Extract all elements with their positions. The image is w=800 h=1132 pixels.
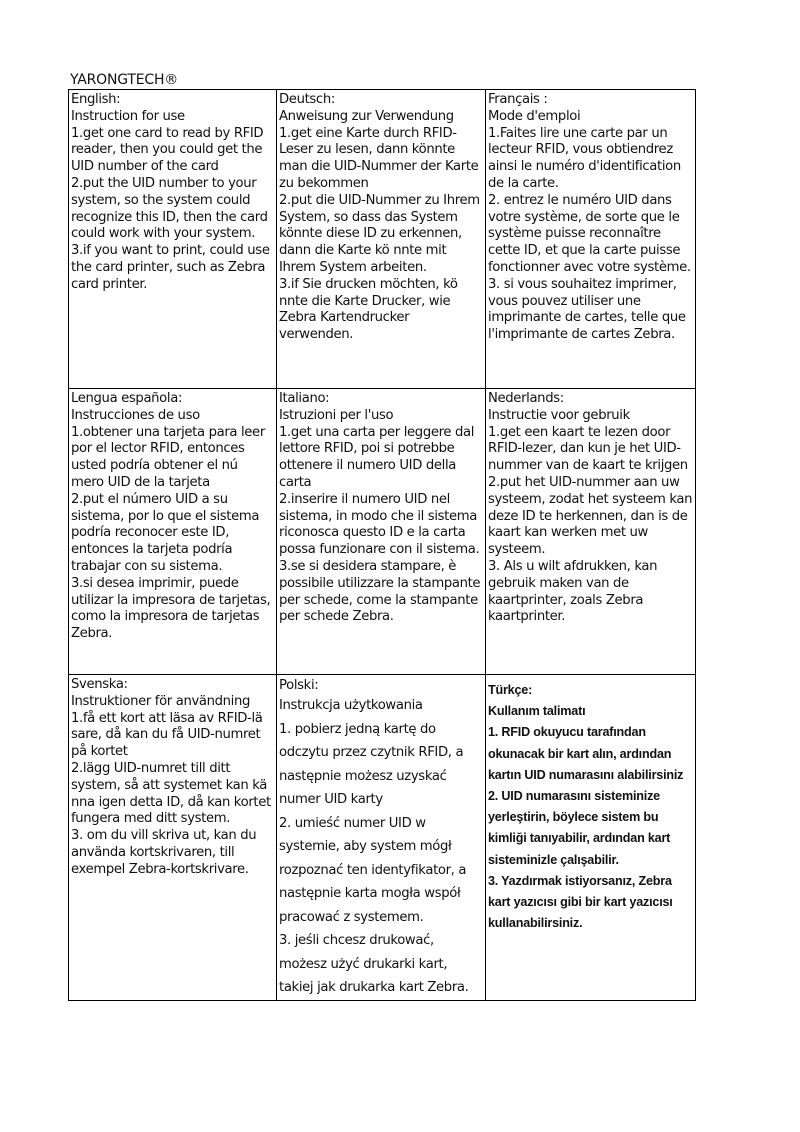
step-3: 3.si desea imprimir, puede utilizar la impresora de tarjetas, como la impresora de tarjetas Zebra.: [71, 575, 271, 642]
cell-subheading: Istruzioni per l'uso: [279, 407, 394, 423]
cell-subheading: Mode d'emploi: [488, 108, 581, 124]
brand-header: YARONGTECH®: [70, 72, 179, 88]
step-2: 2. umieść numer UID w: [279, 815, 426, 831]
step-2: 2. entrez le numéro UID dans votre système, de sorte que le système puisse reconnaître cette ID, et que la carte puisse fonctionner avec votre système.: [488, 192, 691, 275]
cell-subheading: Instrukcja użytkowania: [279, 698, 423, 713]
cell-espanol: [69, 389, 277, 675]
step-3-continued: możesz użyć drukarki kart, takiej jak drukarka kart Zebra.: [279, 956, 469, 995]
step-3: 3.if Sie drucken möchten, kö nnte die Karte Drucker, wie Zebra Kartendrucker verwenden.: [279, 276, 458, 343]
step-2: 2.put el número UID a su sistema, por lo que el sistema podría reconocer este ID, entonces la tarjeta podría trabajar con su sistema.: [71, 491, 260, 574]
cell-heading: Polski:: [279, 678, 319, 693]
step-3: 3. jeśli chcesz drukować,: [279, 933, 434, 948]
cell-heading: Svenska:: [71, 677, 128, 692]
cell-polski: [277, 675, 486, 1001]
step-3: 3.if you want to print, could use the card printer, such as Zebra card printer.: [71, 243, 270, 292]
step-1: 1. pobierz jedną kartę do odczytu przez czytnik RFID, a następnie możesz uzyskać numer UID karty: [279, 721, 464, 807]
step-3: 3. si vous souhaitez imprimer, vous pouvez utiliser une imprimante de cartes, telle que l'imprimante de cartes Zebra.: [488, 276, 686, 343]
cell-heading: Deutsch:: [279, 92, 335, 107]
step-1: 1.get eine Karte durch RFID-Leser zu lesen, dann könnte man die UID-Nummer der Karte zu bekommen: [279, 125, 479, 191]
cell-subheading: Instruction for use: [71, 108, 185, 124]
cell-deutsch: [277, 90, 486, 389]
cell-svenska: [69, 675, 277, 1001]
cell-heading: Türkçe:: [488, 683, 533, 697]
step-3: 3. Yazdırmak istiyorsanız, Zebra kart yazıcısı gibi bir kart yazıcısı kullanabilirsiniz.: [488, 873, 673, 931]
instruction-table: [68, 89, 696, 1001]
cell-english: [69, 90, 277, 389]
cell-subheading: Instruktioner för användning: [71, 693, 251, 709]
cell-subheading: Kullanım talimatı: [488, 704, 586, 719]
table-row: [69, 389, 696, 675]
cell-subheading: Instrucciones de uso: [71, 407, 200, 423]
step-2: 2.put het UID-nummer aan uw systeem, zodat het systeem kan deze ID te herkennen, dan is de kaart kan werken met uw systeem.: [488, 474, 693, 558]
cell-subheading: Anweisung zur Verwendung: [279, 108, 454, 124]
cell-heading: Nederlands:: [488, 391, 564, 406]
step-1: 1. RFID okuyucu tarafından okunacak bir kart alın, ardından kartın UID numarasını alabilirsiniz: [488, 725, 684, 782]
cell-francais: [486, 90, 696, 389]
cell-heading: Lengua española:: [71, 391, 183, 406]
cell-heading: Français :: [488, 92, 548, 107]
step-3: 3. Als u wilt afdrukken, kan gebruik maken van de kaartprinter, zoals Zebra kaartprinter.: [488, 558, 658, 625]
step-1: 1.obtener una tarjeta para leer por el lector RFID, entonces usted podría obtener el nú mero UID de la tarjeta: [71, 424, 265, 490]
step-2: 2.put the UID number to your system, so the system could recognize this ID, then the card could work with your system.: [71, 175, 268, 242]
step-1: 1.få ett kort att läsa av RFID-lä sare, då kan du få UID-numret på kortet: [71, 710, 263, 760]
cell-heading: English:: [71, 92, 121, 107]
cell-subheading: Instructie voor gebruik: [488, 407, 630, 423]
cell-turkce: [486, 675, 696, 1001]
step-3: 3. om du vill skriva ut, kan du använda kortskrivaren, till exempel Zebra-kortskrivare.: [71, 828, 257, 877]
step-2: 2.inserire il numero UID nel sistema, in modo che il sistema riconosca questo ID e la carta possa funzionare con il sistema.: [279, 491, 480, 558]
step-1: 1.get one card to read by RFID reader, then you could get the UID number of the card: [71, 125, 264, 175]
step-1: 1.Faites lire une carte par un lecteur RFID, vous obtiendrez ainsi le numéro d'identification de la carte.: [488, 125, 681, 191]
table-row: [69, 675, 696, 1001]
step-2: 2.put die UID-Nummer zu Ihrem System, so dass das System könnte diese ID zu erkennen, dann die Karte kö nnte mit Ihrem System arbeiten.: [279, 192, 480, 275]
step-1: 1.get una carta per leggere dal lettore RFID, poi si potrebbe ottenere il numero UID della carta: [279, 424, 475, 490]
step-2: 2. UID numarasını sisteminize yerleştirin, böylece sistem bu kimliği tanıyabilir, ardından kart sisteminizle çalışabilir.: [488, 789, 671, 867]
cell-italiano: [277, 389, 486, 675]
table-row: [69, 90, 696, 389]
step-2-end: pracować z systemem.: [279, 909, 424, 925]
step-2: 2.lägg UID-numret till ditt system, så att systemet kan kä nna igen detta ID, då kan kortet fungera med ditt system.: [71, 760, 271, 827]
step-1: 1.get een kaart te lezen door RFID-lezer, dan kun je het UID-nummer van de kaart te krijgen: [488, 424, 688, 474]
step-3: 3.se si desidera stampare, è possibile utilizzare la stampante per schede, come la stampante per schede Zebra.: [279, 558, 481, 625]
step-2-continued: systemie, aby system mógł rozpoznać ten identyfikator, a następnie karta mogła współ: [279, 839, 467, 901]
cell-nederlands: [486, 389, 696, 675]
cell-heading: Italiano:: [279, 391, 330, 406]
